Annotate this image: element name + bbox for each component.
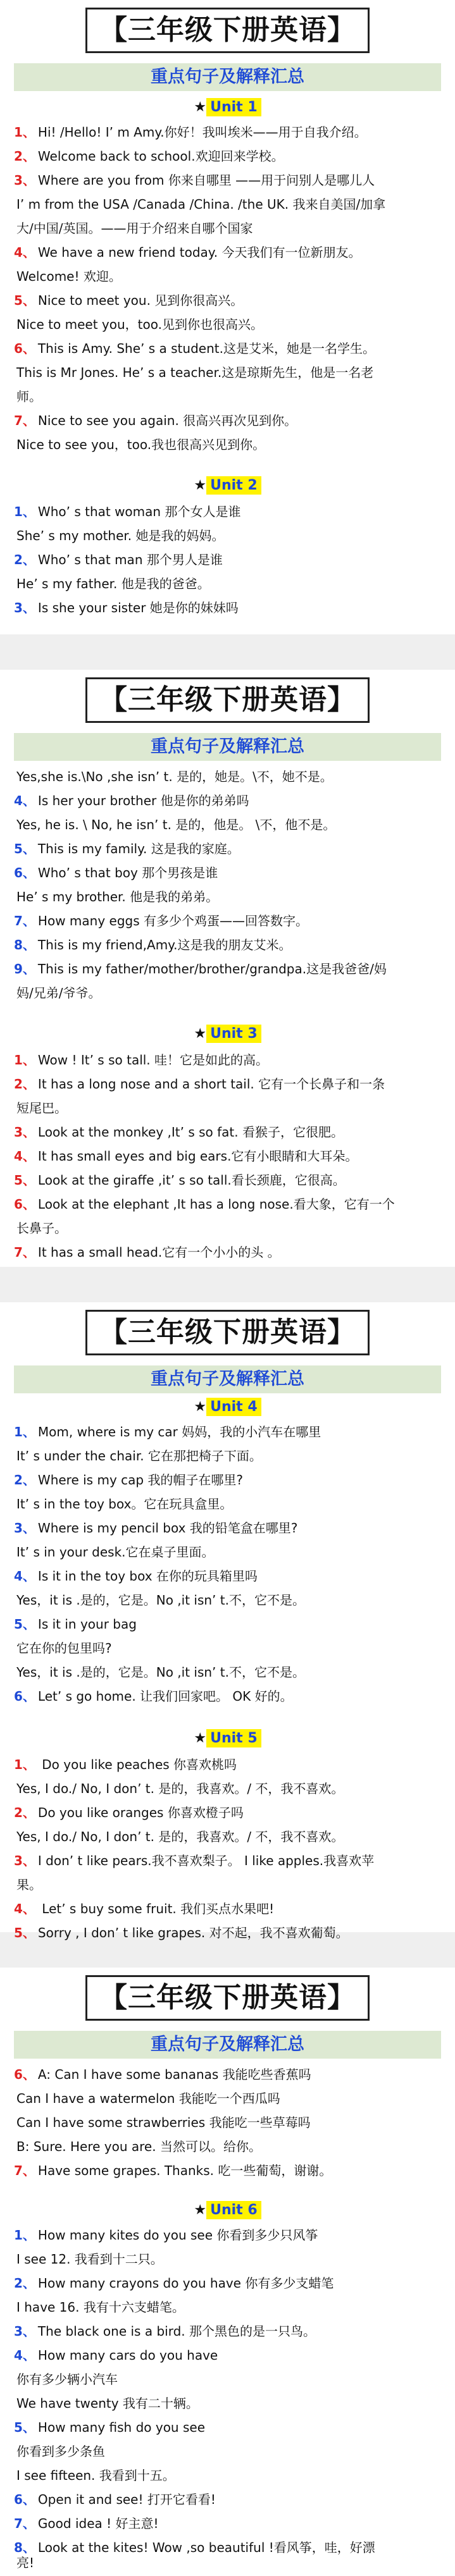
sentence-line: 6、 Open it and see! 打开它看看! (14, 2492, 216, 2507)
sentence-line: 1、 Do you like peaches 你喜欢桃吗 (14, 1757, 237, 1772)
sentence-line: 2、 Where is my cap 我的帽子在哪里? (14, 1472, 244, 1488)
sentence-line: 4、 Is her your brother 他是你的弟弟吗 (14, 793, 249, 808)
sentence-line: 2、 Welcome back to school.欢迎回来学校。 (14, 149, 284, 164)
sentence-line: Yes，it is .是的，它是。No ,it isn’ t.不，它不是。 (16, 1665, 305, 1680)
section-separator (0, 1267, 455, 1302)
unit-heading: ★ Unit 1 (0, 95, 455, 120)
sentence-line: I see fifteen. 我看到十五。 (16, 2468, 175, 2483)
sentence-line: Nice to meet you，too.见到你也很高兴。 (16, 317, 263, 332)
sentence-line: 亮! (16, 2555, 35, 2570)
sentence-line: Nice to see you，too.我也很高兴见到你。 (16, 437, 266, 452)
sentence-line: 6、 A: Can I have some bananas 我能吃些香蕉吗 (14, 2067, 311, 2082)
sentence-line: 5、 Sorry , I don’ t like grapes. 对不起，我不喜欢葡萄。 (14, 1925, 349, 1940)
sentence-line: 7、 Have some grapes. Thanks. 吃一些葡萄，谢谢。 (14, 2163, 332, 2178)
sentence-line: Yes, I do./ No, I don’ t. 是的，我喜欢。/ 不，我不喜欢。 (16, 1781, 344, 1796)
sentence-line: 5、 Is it in your bag (14, 1617, 137, 1632)
card-3 (0, 1302, 455, 1940)
sentence-line: 2、 How many crayons do you have 你有多少支蜡笔 (14, 2276, 334, 2291)
sentence-line: He’ s my father. 他是我的爸爸。 (16, 576, 210, 591)
sentence-line: Yes，it is .是的，它是。No ,it isn’ t.不，它不是。 (16, 1593, 305, 1608)
sentence-line: 4、 How many cars do you have (14, 2348, 218, 2363)
unit-heading: ★ Unit 4 (0, 1395, 455, 1420)
sentence-line: 7、 Good idea ! 好主意! (14, 2516, 159, 2531)
sentence-line: 3、 The black one is a bird. 那个黑色的是一只鸟。 (14, 2324, 316, 2339)
page-title: 【三年级下册英语】 (85, 8, 370, 53)
card-1 (0, 0, 455, 634)
card-4 (0, 1968, 455, 2576)
card-2 (0, 670, 455, 1267)
sentence-line: 3、 Where are you from 你来自哪里 ——用于问别人是哪儿人 (14, 173, 375, 188)
sentence-line: 6、 Let’ s go home. 让我们回家吧。 OK 好的。 (14, 1689, 293, 1704)
sentence-line: 短尾巴。 (16, 1100, 67, 1116)
sentence-line: 果。 (16, 1877, 42, 1892)
subtitle-bar: 重点句子及解释汇总 (14, 2031, 441, 2059)
sentence-line: 2、 Who’ s that man 那个男人是谁 (14, 552, 223, 567)
subtitle-bar: 重点句子及解释汇总 (14, 733, 441, 761)
sentence-line: 4、 Let’ s buy some fruit. 我们买点水果吧! (14, 1901, 275, 1916)
page-title: 【三年级下册英语】 (85, 677, 370, 723)
sentence-line: 6、 Who’ s that boy 那个男孩是谁 (14, 865, 218, 880)
sentence-line: 3、 I don’ t like pears.我不喜欢梨子。 I like apples.我喜欢苹 (14, 1853, 375, 1868)
sentence-line: 2、 It has a long nose and a short tail. 它有一个长鼻子和一条 (14, 1076, 385, 1092)
sentence-line: 4、 It has small eyes and big ears.它有小眼睛和大耳朵。 (14, 1149, 358, 1164)
sentence-line: This is Mr Jones. He’ s a teacher.这是琼斯先生，他是一名老 (16, 365, 374, 380)
sentence-line: 它在你的包里吗? (16, 1641, 112, 1656)
sentence-line: 4、 Is it in the toy box 在你的玩具箱里吗 (14, 1568, 258, 1584)
sentence-line: 妈/兄弟/爷爷。 (16, 985, 101, 1001)
sentence-line: Can I have some strawberries 我能吃一些草莓吗 (16, 2115, 311, 2130)
sentence-line: B: Sure. Here you are. 当然可以。给你。 (16, 2139, 261, 2154)
sentence-line: I’ m from the USA /Canada /China. /the UK. 我来自美国/加拿 (16, 197, 386, 212)
sentence-line: 3、 Where is my pencil box 我的铅笔盒在哪里? (14, 1520, 298, 1536)
sentence-line: Yes, he is. \ No, he isn’ t. 是的，他是。 \不，他不是。 (16, 817, 336, 832)
sentence-line: 你看到多少条鱼 (16, 2444, 105, 2459)
unit-heading: ★ Unit 2 (0, 473, 455, 498)
sentence-line: 师。 (16, 389, 42, 404)
sentence-line: 7、 Nice to see you again. 很高兴再次见到你。 (14, 413, 297, 428)
sentence-line: He’ s my brother. 他是我的弟弟。 (16, 889, 219, 904)
sentence-line: 你有多少辆小汽车 (16, 2372, 118, 2387)
sentence-line: Welcome! 欢迎。 (16, 269, 122, 284)
sentence-line: 4、 We have a new friend today. 今天我们有一位新朋友。 (14, 245, 361, 260)
sentence-line: 7、 How many eggs 有多少个鸡蛋——回答数字。 (14, 913, 308, 928)
sentence-line: 5、 Nice to meet you. 见到你很高兴。 (14, 293, 244, 308)
sentence-line: 8、 Look at the kites! Wow ,so beautiful !看风筝，哇，好漂 (14, 2540, 375, 2555)
unit-heading: ★ Unit 6 (0, 2198, 455, 2223)
sentence-line: It’ s under the chair. 它在那把椅子下面。 (16, 1448, 262, 1464)
sentence-line: We have twenty 我有二十辆。 (16, 2396, 199, 2411)
sentence-line: She’ s my mother. 她是我的妈妈。 (16, 528, 225, 543)
section-separator (0, 634, 455, 670)
sentence-line: 5、 How many fish do you see (14, 2420, 205, 2435)
sentence-line: Yes, I do./ No, I don’ t. 是的，我喜欢。/ 不，我不喜欢。 (16, 1829, 344, 1844)
sentence-line: 5、 Look at the giraffe ,it’ s so tall.看长颈鹿，它很高。 (14, 1173, 346, 1188)
sentence-line: I have 16. 我有十六支蜡笔。 (16, 2300, 185, 2315)
sentence-line: 7、 It has a small head.它有一个小小的头 。 (14, 1245, 280, 1260)
sentence-line: 5、 This is my family. 这是我的家庭。 (14, 841, 240, 856)
page-title: 【三年级下册英语】 (85, 1975, 370, 2021)
sentence-line: Yes,she is.\No ,she isn’ t. 是的，她是。\不，她不是。 (16, 769, 333, 784)
subtitle-bar: 重点句子及解释汇总 (14, 63, 441, 91)
sentence-line: 1、 Who’ s that woman 那个女人是谁 (14, 504, 241, 519)
subtitle-bar: 重点句子及解释汇总 (14, 1365, 441, 1393)
page-title: 【三年级下册英语】 (85, 1310, 370, 1355)
sentence-line: 3、 Is she your sister 她是你的妹妹吗 (14, 600, 239, 615)
sentence-line: 长鼻子。 (16, 1221, 67, 1236)
sentence-line: 3、 Look at the monkey ,It’ s so fat. 看猴子，它很肥。 (14, 1125, 344, 1140)
sentence-line: 1、 Wow ! It’ s so tall. 哇！它是如此的高。 (14, 1052, 269, 1068)
sentence-line: 8、 This is my friend,Amy.这是我的朋友艾米。 (14, 937, 292, 952)
sentence-line: 2、 Do you like oranges 你喜欢橙子吗 (14, 1805, 244, 1820)
unit-heading: ★ Unit 5 (0, 1726, 455, 1751)
sentence-line: 9、 This is my father/mother/brother/grandpa.这是我爸爸/妈 (14, 961, 387, 977)
sentence-line: 大/中国/英国。——用于介绍来自哪个国家 (16, 221, 253, 236)
sentence-line: 6、 Look at the elephant ,It has a long nose.看大象，它有一个 (14, 1197, 395, 1212)
sentence-line: Can I have a watermelon 我能吃一个西瓜吗 (16, 2091, 280, 2106)
sentence-line: 1、 Mom, where is my car 妈妈，我的小汽车在哪里 (14, 1424, 321, 1439)
sentence-line: 1、 Hi! /Hello! I’ m Amy.你好！我叫埃米——用于自我介绍。 (14, 125, 367, 140)
sentence-line: I see 12. 我看到十二只。 (16, 2252, 163, 2267)
sentence-line: It’ s in your desk.它在桌子里面。 (16, 1544, 215, 1560)
sentence-line: 6、 This is Amy. She’ s a student.这是艾米，她是一名学生。 (14, 341, 375, 356)
sentence-line: It’ s in the toy box。它在玩具盒里。 (16, 1496, 233, 1512)
unit-heading: ★ Unit 3 (0, 1021, 455, 1047)
sentence-line: 1、 How many kites do you see 你看到多少只风筝 (14, 2228, 318, 2243)
